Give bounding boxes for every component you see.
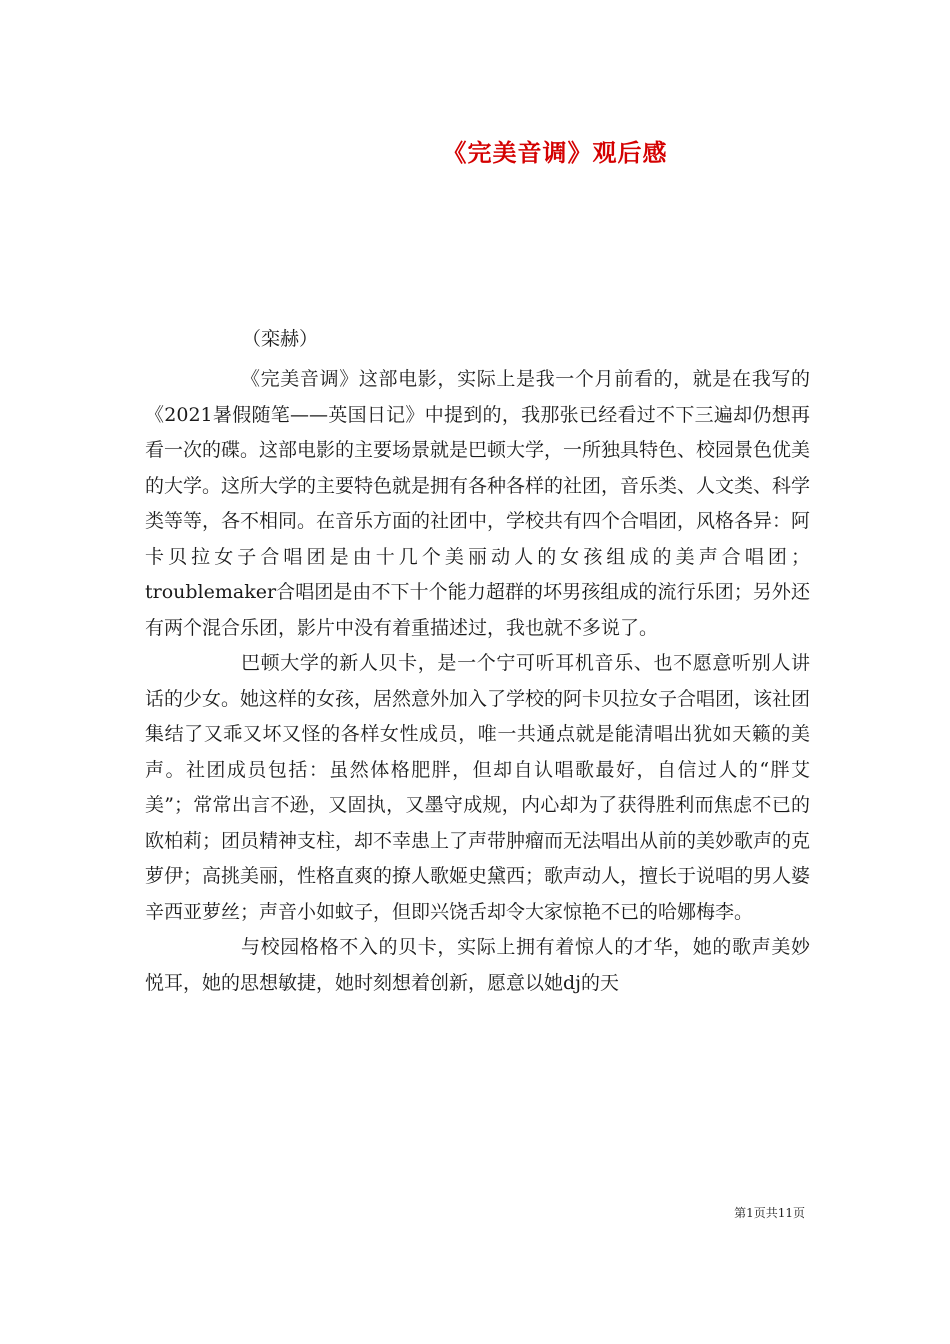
document-title: 《完美音调》观后感 [442,138,668,167]
page-footer: 第1页共11页 [734,1206,805,1220]
author-line: （栾赫） [242,328,319,350]
document-body [145,362,810,1001]
paragraph-2: 巴顿大学的新人贝卡，是一个宁可听耳机音乐、也不愿意听别人讲话的少女。她这样的女孩，居然意外加入了学校的阿卡贝拉女子合唱团，该社团集结了又乖又坏又怪的各样女性成员，唯一共通点就是能清唱出犹如天籁的美声。社团成员包括：虽然体格肥胖，但却自认唱歌最好，自信过人的“胖艾美”；常常出言不逊，又固执，又墨守成规，内心却为了获得胜利而焦虑不已的欧柏莉；团员精神支柱，却不幸患上了声带肿瘤而无法唱出从前的美妙歌声的克萝伊；高挑美丽，性格直爽的撩人歌姬史黛西；歌声动人，擅长于说唱的男人婆辛西亚萝丝；声音小如蚊子，但即兴饶舌却令大家惊艳不已的哈娜梅李。 [145,652,811,923]
paragraph-3: 与校园格格不入的贝卡，实际上拥有着惊人的才华，她的歌声美妙悦耳，她的思想敏捷，她时刻想着创新，愿意以她dj的天 [145,936,810,994]
paragraph-1: 《完美音调》这部电影，实际上是我一个月前看的，就是在我写的《2021暑假随笔——英国日记》中提到的，我那张已经看过不下三遍却仍想再看一次的碟。这部电影的主要场景就是巴顿大学，一所独具特色、校园景色优美的大学。这所大学的主要特色就是拥有各种各样的社团，音乐类、人文类、科学类等等，各不相同。在音乐方面的社团中，学校共有四个合唱团，风格各异：阿卡贝拉女子合唱团是由十几个美丽动人的女孩组成的美声合唱团；troublemaker合唱团是由不下十个能力超群的坏男孩组成的流行乐团；另外还有两个混合乐团，影片中没有着重描述过，我也就不多说了。 [145,368,811,639]
